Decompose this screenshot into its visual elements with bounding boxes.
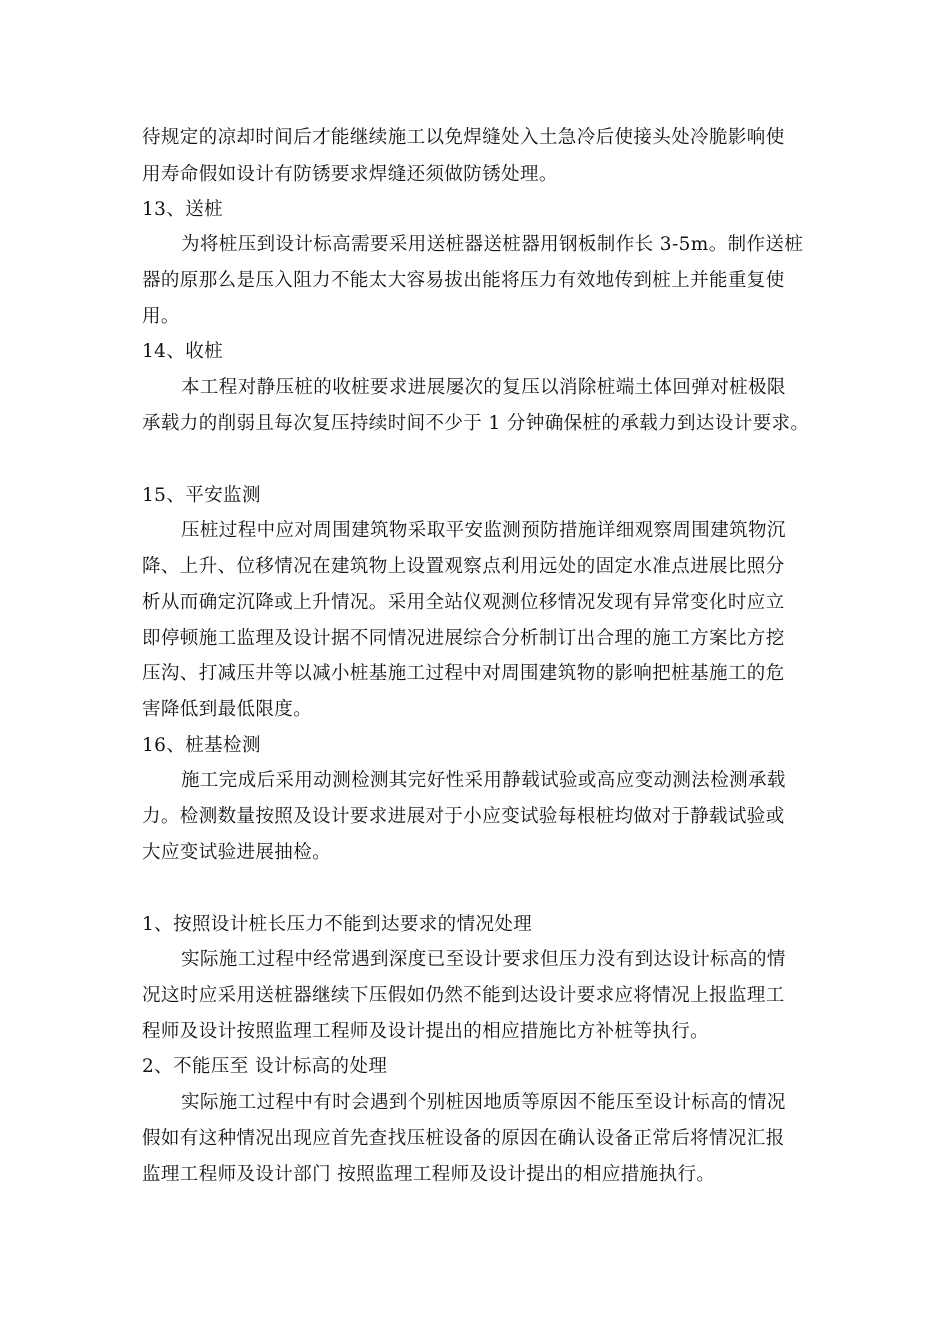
section-heading: 13、送桩 [142,199,224,220]
body-text-line: 况这时应采用送桩器继续下压假如仍然不能到达设计要求应将情况上报监理工 [142,985,785,1006]
body-text-line: 降、上升、位移情况在建筑物上设置观察点利用远处的固定水准点进展比照分 [142,556,785,577]
body-text-line: 程师及设计按照监理工程师及设计提出的相应措施比方补桩等执行。 [142,1021,710,1042]
body-text-line: 实际施工过程中经常遇到深度已至设计要求但压力没有到达设计标高的情 [181,949,786,970]
body-text-line: 即停顿施工监理及设计据不同情况进展综合分析制订出合理的施工方案比方挖 [142,628,785,649]
body-text-line: 为将桩压到设计标高需要采用送桩器送桩器用钢板制作长 3-5m。制作送桩 [181,234,804,255]
body-text-line: 压沟、打减压井等以减小桩基施工过程中对周围建筑物的影响把桩基施工的危 [142,663,785,684]
body-text-line: 假如有这种情况出现应首先查找压桩设备的原因在确认设备正常后将情况汇报 [142,1128,785,1149]
body-text-line: 用。 [142,306,180,327]
body-text-line: 压桩过程中应对周围建筑物采取平安监测预防措施详细观察周围建筑物沉 [181,520,786,541]
section-heading: 1、按照设计桩长压力不能到达要求的情况处理 [142,914,533,935]
body-text-line: 施工完成后采用动测检测其完好性采用静载试验或高应变动测法检测承载 [181,770,786,791]
body-text-line: 器的原那么是压入阻力不能太大容易拔出能将压力有效地传到桩上并能重复使 [142,270,785,291]
body-text-line: 用寿命假如设计有防锈要求焊缝还须做防锈处理。 [142,164,558,185]
body-text-line: 待规定的凉却时间后才能继续施工以免焊缝处入土急冷后使接头处冷脆影响使 [142,127,785,148]
body-text-line: 力。检测数量按照及设计要求进展对于小应变试验每根桩均做对于静载试验或 [142,806,785,827]
section-heading: 2、不能压至 设计标高的处理 [142,1056,388,1077]
section-heading: 16、桩基检测 [142,735,261,756]
body-text-line: 害降低到最低限度。 [142,699,313,720]
body-text-line: 实际施工过程中有时会遇到个别桩因地质等原因不能压至设计标高的情况 [181,1092,786,1113]
body-text-line: 本工程对静压桩的收桩要求进展屡次的复压以消除桩端土体回弹对桩极限 [181,377,786,398]
section-heading: 14、收桩 [142,341,224,362]
body-text-line: 析从而确定沉降或上升情况。采用全站仪观测位移情况发现有异常变化时应立 [142,592,785,613]
body-text-line: 监理工程师及设计部门 按照监理工程师及设计提出的相应措施执行。 [142,1164,716,1185]
body-text-line: 承载力的削弱且每次复压持续时间不少于 1 分钟确保桩的承载力到达设计要求。 [142,413,810,434]
section-heading: 15、平安监测 [142,485,261,506]
body-text-line: 大应变试验进展抽检。 [142,842,332,863]
